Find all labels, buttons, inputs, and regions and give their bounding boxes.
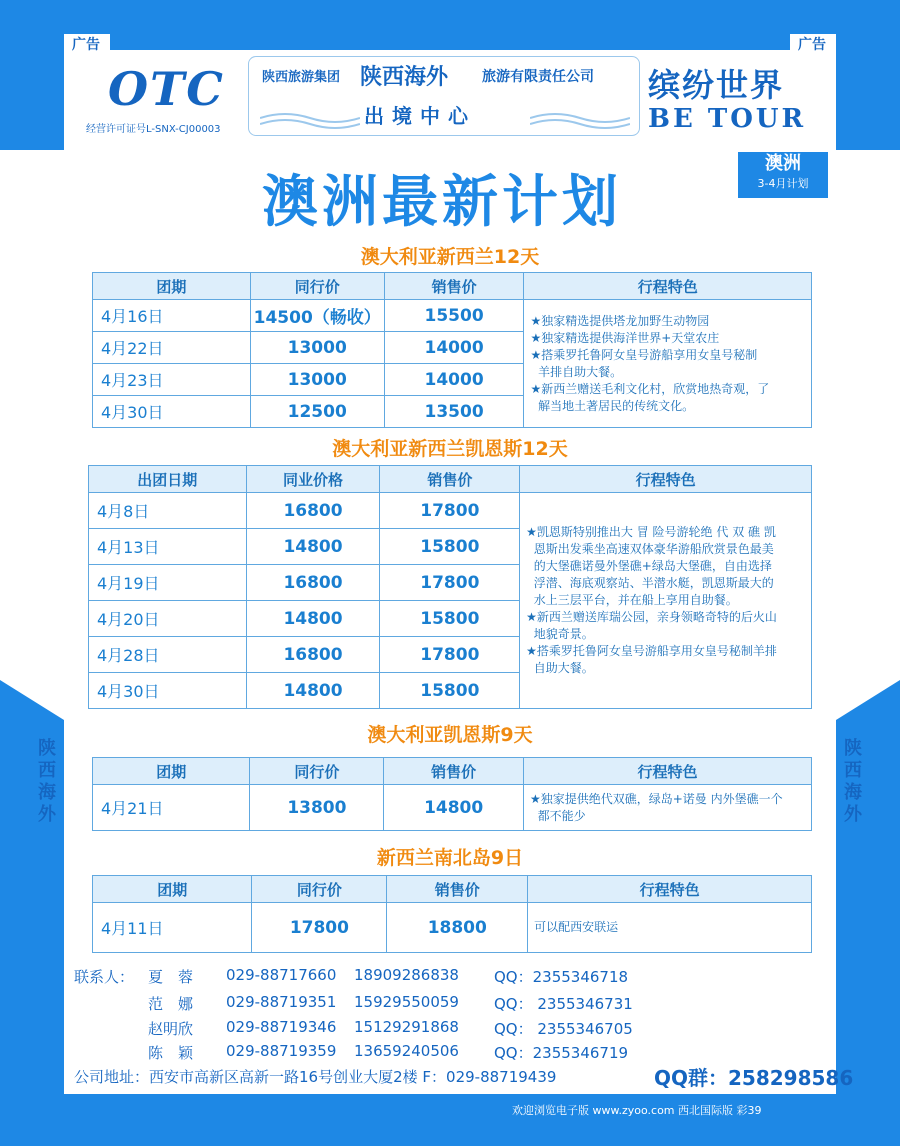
brand-english: BE TOUR	[648, 104, 807, 134]
column-header: 销售价	[387, 876, 528, 903]
ad-label-left: 广告	[64, 34, 110, 54]
trade-price: 14500（畅收）	[250, 300, 384, 332]
tour-date: 4月19日	[89, 565, 247, 601]
feature-line: 自助大餐。	[526, 661, 594, 675]
trade-price: 17800	[252, 903, 387, 953]
tour-table	[92, 272, 812, 428]
qq-group: QQ群：258298586	[654, 1066, 854, 1090]
retail-price: 13500	[384, 396, 524, 428]
retail-price: 17800	[380, 637, 520, 673]
region-plan: 3-4月计划	[757, 177, 809, 190]
feature-line: ★独家提供绝代双礁，绿岛+诺曼 内外堡礁一个	[529, 791, 783, 806]
feature-line: ★凯恩斯特别推出大 冒 险号游轮绝 代 双 礁 凯	[526, 525, 776, 539]
trade-price: 16800	[246, 637, 380, 673]
retail-price: 15800	[380, 529, 520, 565]
contact-mobile: 15929550059	[354, 993, 459, 1011]
trade-price: 14800	[246, 601, 380, 637]
table-row	[93, 300, 812, 332]
column-header: 行程特色	[524, 273, 812, 300]
retail-price: 17800	[380, 565, 520, 601]
feature-line: 可以配西安联运	[534, 920, 619, 934]
brand-chinese: 缤纷世界	[648, 66, 785, 104]
tour-date: 4月23日	[93, 364, 251, 396]
tour-date: 4月20日	[89, 601, 247, 637]
side-label-left: 陕 西 海 外	[38, 738, 56, 825]
feature-line: 浮潜、海底观察站、半潜水艇，凯恩斯最大的	[526, 576, 774, 590]
feature-line: ★独家精选提供塔龙加野生动物园	[530, 313, 710, 328]
feature-line: 的大堡礁诺曼外堡礁+绿岛大堡礁，自由选择	[526, 559, 772, 573]
retail-price: 17800	[380, 493, 520, 529]
column-header: 销售价	[384, 273, 524, 300]
feature-line: 水上三层平台，并在船上享用自助餐。	[526, 593, 738, 607]
contact-mobile: 15129291868	[354, 1018, 459, 1036]
feature-line: 都不能少	[529, 808, 586, 823]
itinerary-features	[523, 785, 811, 831]
column-header: 销售价	[380, 466, 520, 493]
tour-date: 4月28日	[89, 637, 247, 673]
column-header: 团期	[93, 273, 251, 300]
contact-name: 夏 蓉	[148, 968, 194, 986]
table-row	[89, 493, 812, 529]
contact-tel: 029-88719359	[226, 1042, 337, 1060]
retail-price: 18800	[387, 903, 528, 953]
column-header: 同行价	[252, 876, 387, 903]
contact-tel: 029-88717660	[226, 966, 337, 984]
trade-price: 12500	[250, 396, 384, 428]
contact-tel: 029-88719351	[226, 993, 337, 1011]
column-header: 销售价	[384, 758, 524, 785]
column-header: 同业价格	[246, 466, 380, 493]
feature-line: 解当地土著居民的传统文化。	[530, 398, 695, 413]
retail-price: 15500	[384, 300, 524, 332]
company-name: 陕西海外	[360, 64, 449, 90]
feature-line: ★新西兰赠送库瑞公园，亲身领略奇特的后火山	[526, 610, 777, 624]
contact-qq: QQ： 2355346705	[494, 1020, 633, 1038]
retail-price: 14800	[384, 785, 524, 831]
tour-date: 4月30日	[93, 396, 251, 428]
column-header: 行程特色	[520, 466, 812, 493]
company-suffix: 旅游有限责任公司	[482, 69, 594, 85]
itinerary-features	[524, 300, 812, 428]
feature-line: 地貌奇景。	[526, 627, 594, 641]
tour-date: 4月16日	[93, 300, 251, 332]
tour-table	[92, 757, 812, 831]
tour-date: 4月8日	[89, 493, 247, 529]
table-header-row	[93, 273, 812, 300]
retail-price: 15800	[380, 673, 520, 709]
feature-line: ★独家精选提供海洋世界+天堂农庄	[530, 330, 720, 345]
column-header: 同行价	[250, 758, 384, 785]
itinerary-features	[528, 903, 812, 953]
feature-line: ★新西兰赠送毛利文化村，欣赏地热奇观，了	[530, 381, 770, 396]
contact-name: 范 娜	[148, 995, 194, 1013]
otc-logo: OTC	[108, 62, 225, 116]
retail-price: 15800	[380, 601, 520, 637]
trade-price: 13000	[250, 364, 384, 396]
section-title: 澳大利亚凯恩斯9天	[367, 724, 533, 746]
feature-line: 恩斯出发乘坐高速双体豪华游船欣赏景色最美	[526, 542, 774, 556]
table-header-row	[89, 466, 812, 493]
table-row	[93, 785, 812, 831]
contact-name: 陈 颖	[148, 1044, 194, 1062]
region-name: 澳洲	[765, 153, 801, 174]
region-badge	[738, 152, 828, 198]
department-name: 出境中心	[364, 104, 476, 128]
ad-label-right: 广告	[790, 34, 836, 54]
tour-date: 4月22日	[93, 332, 251, 364]
group-name: 陕西旅游集团	[262, 70, 341, 85]
itinerary-features	[520, 493, 812, 709]
section-title: 澳大利亚新西兰凯恩斯12天	[332, 438, 568, 460]
tour-table	[92, 875, 812, 953]
feature-line: ★搭乘罗托鲁阿女皇号游船享用女皇号秘制	[530, 347, 758, 362]
feature-line: 羊排自助大餐。	[530, 364, 623, 379]
column-header: 行程特色	[523, 758, 811, 785]
feature-line: ★搭乘罗托鲁阿女皇号游船享用女皇号秘制羊排	[526, 644, 777, 658]
column-header: 出团日期	[89, 466, 247, 493]
tour-table	[88, 465, 812, 709]
section-title: 新西兰南北岛9日	[376, 847, 524, 869]
table-row	[93, 903, 812, 953]
wave-decoration-right	[530, 110, 630, 130]
column-header: 行程特色	[528, 876, 812, 903]
table-header-row	[93, 876, 812, 903]
side-label-right: 陕 西 海 外	[844, 738, 862, 825]
contact-mobile: 13659240506	[354, 1042, 459, 1060]
contact-tel: 029-88719346	[226, 1018, 337, 1036]
tour-date: 4月30日	[89, 673, 247, 709]
footer-note: 欢迎浏览电子版 www.zyoo.com 西北国际版 彩39	[512, 1104, 762, 1117]
retail-price: 14000	[384, 332, 524, 364]
contact-mobile: 18909286838	[354, 966, 459, 984]
table-header-row	[93, 758, 812, 785]
license-number: 经营许可证号L-SNX-CJ00003	[86, 124, 221, 135]
column-header: 团期	[93, 758, 250, 785]
column-header: 同行价	[250, 273, 384, 300]
trade-price: 14800	[246, 529, 380, 565]
contacts-label: 联系人：	[74, 968, 135, 986]
trade-price: 13000	[250, 332, 384, 364]
tour-date: 4月21日	[93, 785, 250, 831]
column-header: 团期	[93, 876, 252, 903]
tour-date: 4月11日	[93, 903, 252, 953]
tour-date: 4月13日	[89, 529, 247, 565]
contact-qq: QQ： 2355346731	[494, 995, 633, 1013]
wave-decoration-left	[260, 110, 360, 130]
trade-price: 16800	[246, 565, 380, 601]
section-title: 澳大利亚新西兰12天	[360, 246, 540, 268]
trade-price: 16800	[246, 493, 380, 529]
trade-price: 14800	[246, 673, 380, 709]
retail-price: 14000	[384, 364, 524, 396]
contact-qq: QQ：2355346718	[494, 968, 629, 986]
contact-qq: QQ：2355346719	[494, 1044, 629, 1062]
company-address: 公司地址：西安市高新区高新一路16号创业大厦2楼 F：029-88719439	[74, 1068, 557, 1086]
page-title: 澳洲最新计划	[262, 170, 622, 235]
contact-name: 赵明欣	[148, 1020, 194, 1038]
trade-price: 13800	[250, 785, 384, 831]
